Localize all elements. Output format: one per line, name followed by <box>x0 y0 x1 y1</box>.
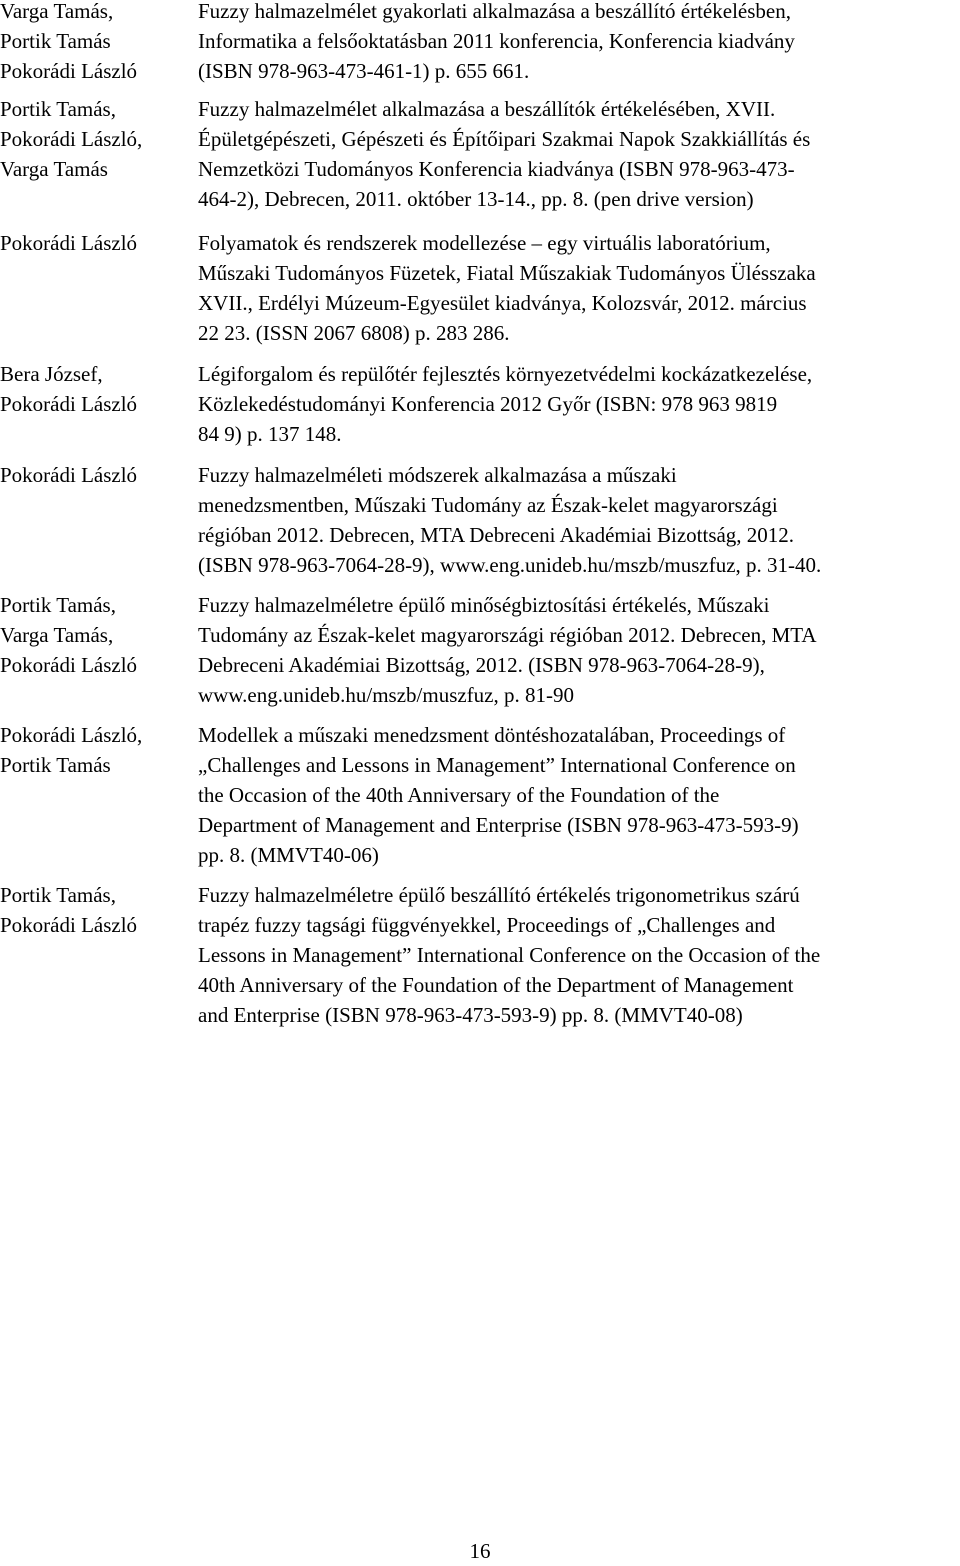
publication-line: Fuzzy halmazelméletre épülő beszállító értékelés trigonometrikus szárú <box>198 883 800 907</box>
publication-line: Fuzzy halmazelméleti módszerek alkalmazása a műszaki <box>198 463 677 487</box>
author-list <box>0 460 190 490</box>
author-name: Portik Tamás <box>0 753 111 777</box>
publication-line: (ISBN 978-963-7064-28-9), www.eng.unideb.hu/mszb/muszfuz, p. 31-40. <box>198 553 822 577</box>
publication-line: régióban 2012. Debrecen, MTA Debreceni Akadémiai Bizottság, 2012. <box>198 523 795 547</box>
publication-line: Folyamatok és rendszerek modellezése – egy virtuális laboratórium, <box>198 231 771 255</box>
author-name: Varga Tamás, <box>0 623 114 647</box>
publication-text <box>198 94 958 214</box>
author-list <box>0 880 190 940</box>
publication-line: Légiforgalom és repülőtér fejlesztés környezetvédelmi kockázatkezelése, <box>198 362 813 386</box>
publication-line: 40th Anniversary of the Foundation of the Department of Management <box>198 973 794 997</box>
author-list <box>0 0 190 86</box>
author-name: Portik Tamás, <box>0 593 116 617</box>
author-name: Pokorádi László <box>0 463 138 487</box>
publication-line: Informatika a felsőoktatásban 2011 konferencia, Konferencia kiadvány <box>198 29 795 53</box>
publication-text <box>198 0 958 86</box>
publication-line: XVII., Erdélyi Múzeum-Egyesület kiadványa, Kolozsvár, 2012. március <box>198 291 807 315</box>
author-name: Varga Tamás, <box>0 0 114 23</box>
publication-line: pp. 8. (MMVT40-06) <box>198 843 379 867</box>
publication-line: Nemzetközi Tudományos Konferencia kiadványa (ISBN 978-963-473- <box>198 157 795 181</box>
author-name: Portik Tamás <box>0 29 111 53</box>
page-number: 16 <box>469 1539 491 1563</box>
author-name: Pokorádi László <box>0 392 138 416</box>
publication-text <box>198 880 958 1030</box>
publication-line: „Challenges and Lessons in Management” International Conference on <box>198 753 796 777</box>
author-name: Pokorádi László, <box>0 723 143 747</box>
author-name: Portik Tamás, <box>0 97 116 121</box>
author-name: Portik Tamás, <box>0 883 116 907</box>
publication-line: Department of Management and Enterprise (ISBN 978-963-473-593-9) <box>198 813 799 837</box>
publication-line: 22 23. (ISSN 2067 6808) p. 283 286. <box>198 321 510 345</box>
publication-text <box>198 590 958 710</box>
publication-line: the Occasion of the 40th Anniversary of the Foundation of the <box>198 783 720 807</box>
publication-line: Modellek a műszaki menedzsment döntéshozatalában, Proceedings of <box>198 723 786 747</box>
publication-line: Közlekedéstudományi Konferencia 2012 Győr (ISBN: 978 963 9819 <box>198 392 778 416</box>
author-list <box>0 228 190 258</box>
author-list <box>0 720 190 780</box>
publication-line: Fuzzy halmazelmélet gyakorlati alkalmazása a beszállító értékelésben, <box>198 0 791 23</box>
publication-line: Debreceni Akadémiai Bizottság, 2012. (ISBN 978-963-7064-28-9), <box>198 653 765 677</box>
author-name: Varga Tamás <box>0 157 108 181</box>
publication-text <box>198 460 958 580</box>
publication-text <box>198 228 958 348</box>
author-name: Pokorádi László <box>0 59 138 83</box>
author-list <box>0 359 190 419</box>
publication-line: and Enterprise (ISBN 978-963-473-593-9) pp. 8. (MMVT40-08) <box>198 1003 743 1027</box>
publication-line: menedzsmentben, Műszaki Tudomány az Észak-kelet magyarországi <box>198 493 778 517</box>
author-list <box>0 590 190 680</box>
author-name: Pokorádi László <box>0 653 138 677</box>
publication-line: Fuzzy halmazelméletre épülő minőségbiztosítási értékelés, Műszaki <box>198 593 770 617</box>
publication-line: Műszaki Tudományos Füzetek, Fiatal Műszakiak Tudományos Ülésszaka <box>198 261 816 285</box>
publication-text <box>198 359 958 449</box>
author-name: Pokorádi László <box>0 231 138 255</box>
publication-line: trapéz fuzzy tagsági függvényekkel, Proceedings of „Challenges and <box>198 913 776 937</box>
publication-line: 464-2), Debrecen, 2011. október 13-14., pp. 8. (pen drive version) <box>198 187 754 211</box>
author-name: Pokorádi László <box>0 913 138 937</box>
publication-line: Fuzzy halmazelmélet alkalmazása a beszállítók értékelésében, XVII. <box>198 97 776 121</box>
publication-line: Épületgépészeti, Gépészeti és Építőipari Szakmai Napok Szakkiállítás és <box>198 127 811 151</box>
publication-line: 84 9) p. 137 148. <box>198 422 342 446</box>
author-name: Bera József, <box>0 362 103 386</box>
publication-text <box>198 720 958 870</box>
publication-line: (ISBN 978-963-473-461-1) p. 655 661. <box>198 59 530 83</box>
author-name: Pokorádi László, <box>0 127 143 151</box>
publication-line: Lessons in Management” International Conference on the Occasion of the <box>198 943 821 967</box>
publication-line: www.eng.unideb.hu/mszb/muszfuz, p. 81-90 <box>198 683 574 707</box>
author-list <box>0 94 190 184</box>
publication-line: Tudomány az Észak-kelet magyarországi régióban 2012. Debrecen, MTA <box>198 623 817 647</box>
